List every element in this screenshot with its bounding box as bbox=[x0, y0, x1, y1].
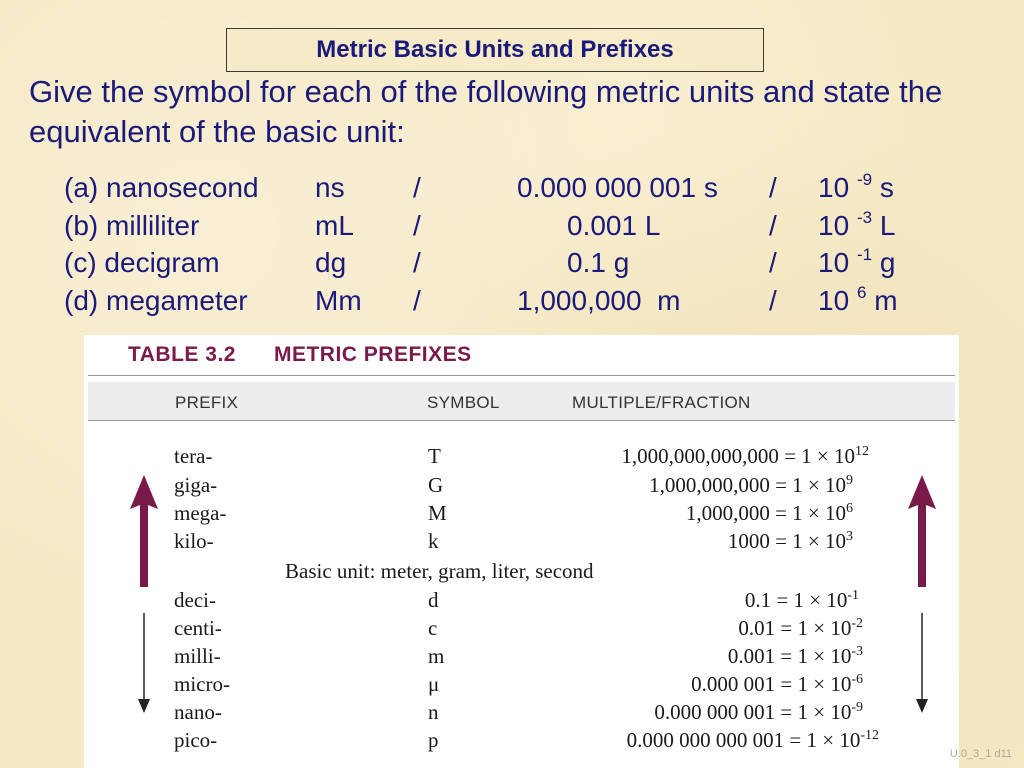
prefix-symbol: m bbox=[428, 644, 445, 668]
answer-power bbox=[818, 207, 896, 242]
prefix-name: kilo- bbox=[174, 529, 214, 553]
answer-row-d bbox=[64, 282, 964, 323]
table-number: TABLE 3.2 bbox=[128, 343, 236, 366]
answer-row-a bbox=[64, 172, 964, 210]
prefix-multiple bbox=[654, 700, 863, 725]
prefix-multiple bbox=[649, 473, 853, 498]
answer-row-b bbox=[64, 207, 964, 248]
prefix-multiple bbox=[728, 529, 853, 554]
multiple-exponent: -3 bbox=[851, 644, 863, 659]
prefix-name: mega- bbox=[174, 501, 227, 525]
table-row bbox=[84, 672, 959, 700]
multiple-value: 0.000 001 = 1 × 10 bbox=[691, 672, 852, 696]
prefix-symbol: k bbox=[428, 529, 439, 553]
prefix-name: giga- bbox=[174, 473, 218, 497]
answer-symbol: dg bbox=[315, 247, 347, 278]
power-base: 10 bbox=[818, 209, 850, 241]
prefix-name: micro- bbox=[174, 672, 230, 696]
multiple-value: 1,000,000 = 1 × 10 bbox=[685, 501, 846, 525]
basic-unit-row: Basic unit: meter, gram, liter, second bbox=[285, 559, 594, 583]
prefix-symbol: T bbox=[428, 444, 441, 468]
table-row bbox=[84, 700, 959, 728]
up-arrow-shape bbox=[130, 475, 158, 587]
multiple-value: 0.1 = 1 × 10 bbox=[744, 588, 848, 612]
power-base: 10 bbox=[818, 284, 850, 316]
prefix-symbol: c bbox=[428, 616, 438, 640]
multiple-exponent: -12 bbox=[860, 728, 879, 743]
question-text: Give the symbol for each of the following metric units and state the equivalent of the basic unit: bbox=[29, 74, 943, 149]
power-unit: L bbox=[879, 209, 896, 241]
power-exponent: -9 bbox=[856, 170, 873, 189]
prefix-name: pico- bbox=[174, 728, 218, 752]
answer-separator: / bbox=[769, 247, 777, 278]
answer-separator: / bbox=[769, 284, 777, 316]
table-title bbox=[128, 343, 472, 367]
prefix-symbol: d bbox=[428, 588, 439, 612]
prefix-symbol: p bbox=[428, 728, 439, 752]
multiple-exponent: -1 bbox=[847, 588, 859, 603]
down-arrow-icon-left bbox=[137, 613, 151, 713]
answer-symbol: Mm bbox=[315, 284, 362, 316]
multiple-exponent: -6 bbox=[851, 672, 863, 687]
multiple-value: 0.01 = 1 × 10 bbox=[738, 616, 852, 640]
slide-code: U.0_3_1 d11 bbox=[949, 748, 1012, 760]
prefix-symbol: μ bbox=[428, 672, 440, 696]
answer-separator: / bbox=[413, 209, 421, 241]
table-top-rule bbox=[88, 375, 955, 376]
prefix-multiple bbox=[745, 588, 859, 613]
header-symbol: SYMBOL bbox=[427, 393, 500, 412]
table-row bbox=[84, 529, 959, 557]
answer-row-c bbox=[64, 247, 964, 285]
multiple-value: 1,000,000,000 = 1 × 10 bbox=[649, 473, 846, 497]
answer-label: (d) megameter bbox=[64, 284, 248, 316]
table-header-row bbox=[88, 382, 955, 421]
multiple-exponent: -2 bbox=[851, 616, 863, 631]
answer-separator: / bbox=[413, 172, 421, 203]
prefix-multiple bbox=[728, 644, 863, 669]
table-row bbox=[84, 501, 959, 529]
answer-label: (c) decigram bbox=[64, 247, 220, 278]
up-arrow-icon-right bbox=[906, 475, 938, 590]
multiple-exponent: 6 bbox=[846, 501, 853, 516]
up-arrow-icon-left bbox=[128, 475, 160, 590]
power-unit: g bbox=[879, 247, 896, 278]
power-unit: m bbox=[874, 284, 898, 316]
table-row bbox=[84, 473, 959, 501]
prefix-multiple bbox=[627, 728, 879, 753]
multiple-value: 0.001 = 1 × 10 bbox=[727, 644, 852, 668]
prefix-symbol: M bbox=[428, 501, 447, 525]
answer-decimal: 0.000 000 001 s bbox=[517, 172, 718, 203]
multiple-value: 0.000 000 000 001 = 1 × 10 bbox=[626, 728, 861, 752]
multiple-exponent: 3 bbox=[846, 529, 853, 544]
prefix-multiple bbox=[738, 616, 863, 641]
answer-decimal: 1,000,000 m bbox=[517, 284, 681, 316]
slide-title: Metric Basic Units and Prefixes bbox=[316, 36, 674, 63]
answer-separator: / bbox=[413, 284, 421, 316]
table-row bbox=[84, 644, 959, 672]
prefix-name: nano- bbox=[174, 700, 222, 724]
answer-label: (a) nanosecond bbox=[64, 172, 259, 203]
table-row bbox=[84, 616, 959, 644]
answer-power bbox=[818, 172, 894, 204]
power-exponent: -3 bbox=[856, 207, 873, 227]
table-name: METRIC PREFIXES bbox=[273, 343, 472, 366]
answer-symbol: ns bbox=[315, 172, 345, 203]
prefix-symbol: n bbox=[428, 700, 439, 724]
answer-decimal: 0.001 L bbox=[567, 209, 661, 241]
multiple-value: 0.000 000 001 = 1 × 10 bbox=[654, 700, 852, 724]
answer-separator: / bbox=[413, 247, 421, 278]
prefix-name: centi- bbox=[174, 616, 222, 640]
power-exponent: -1 bbox=[856, 245, 873, 264]
prefix-name: milli- bbox=[174, 644, 221, 668]
metric-prefix-table bbox=[84, 335, 959, 768]
multiple-value: 1,000,000,000,000 = 1 × 10 bbox=[621, 444, 855, 468]
table-row bbox=[84, 588, 959, 616]
prefix-multiple bbox=[621, 444, 869, 469]
answer-separator: / bbox=[769, 172, 777, 203]
answers-list bbox=[64, 172, 964, 322]
up-arrow-shape bbox=[908, 475, 936, 587]
slide-title-box bbox=[226, 28, 764, 72]
multiple-exponent: -9 bbox=[851, 700, 863, 715]
answer-power bbox=[818, 247, 895, 279]
prefix-multiple bbox=[686, 501, 853, 526]
down-arrow-head bbox=[916, 699, 928, 713]
table-row bbox=[84, 728, 959, 756]
answer-symbol: mL bbox=[315, 209, 354, 241]
header-prefix: PREFIX bbox=[175, 393, 239, 412]
answer-power bbox=[818, 282, 898, 317]
power-unit: s bbox=[879, 172, 894, 203]
answer-label: (b) milliliter bbox=[64, 209, 200, 241]
power-exponent: 6 bbox=[856, 282, 867, 302]
power-base: 10 bbox=[818, 172, 850, 203]
answer-separator: / bbox=[769, 209, 777, 241]
prefix-multiple bbox=[691, 672, 863, 697]
down-arrow-icon-right bbox=[915, 613, 929, 713]
multiple-exponent: 9 bbox=[846, 473, 853, 488]
prefix-name: tera- bbox=[174, 444, 213, 468]
power-base: 10 bbox=[818, 247, 850, 278]
prefix-symbol: G bbox=[428, 473, 444, 497]
table-row bbox=[84, 444, 959, 472]
multiple-exponent: 12 bbox=[855, 444, 869, 459]
header-multiple: MULTIPLE/FRACTION bbox=[572, 393, 751, 412]
prefix-name: deci- bbox=[174, 588, 216, 612]
answer-decimal: 0.1 g bbox=[567, 247, 630, 278]
multiple-value: 1000 = 1 × 10 bbox=[727, 529, 846, 553]
down-arrow-head bbox=[138, 699, 150, 713]
